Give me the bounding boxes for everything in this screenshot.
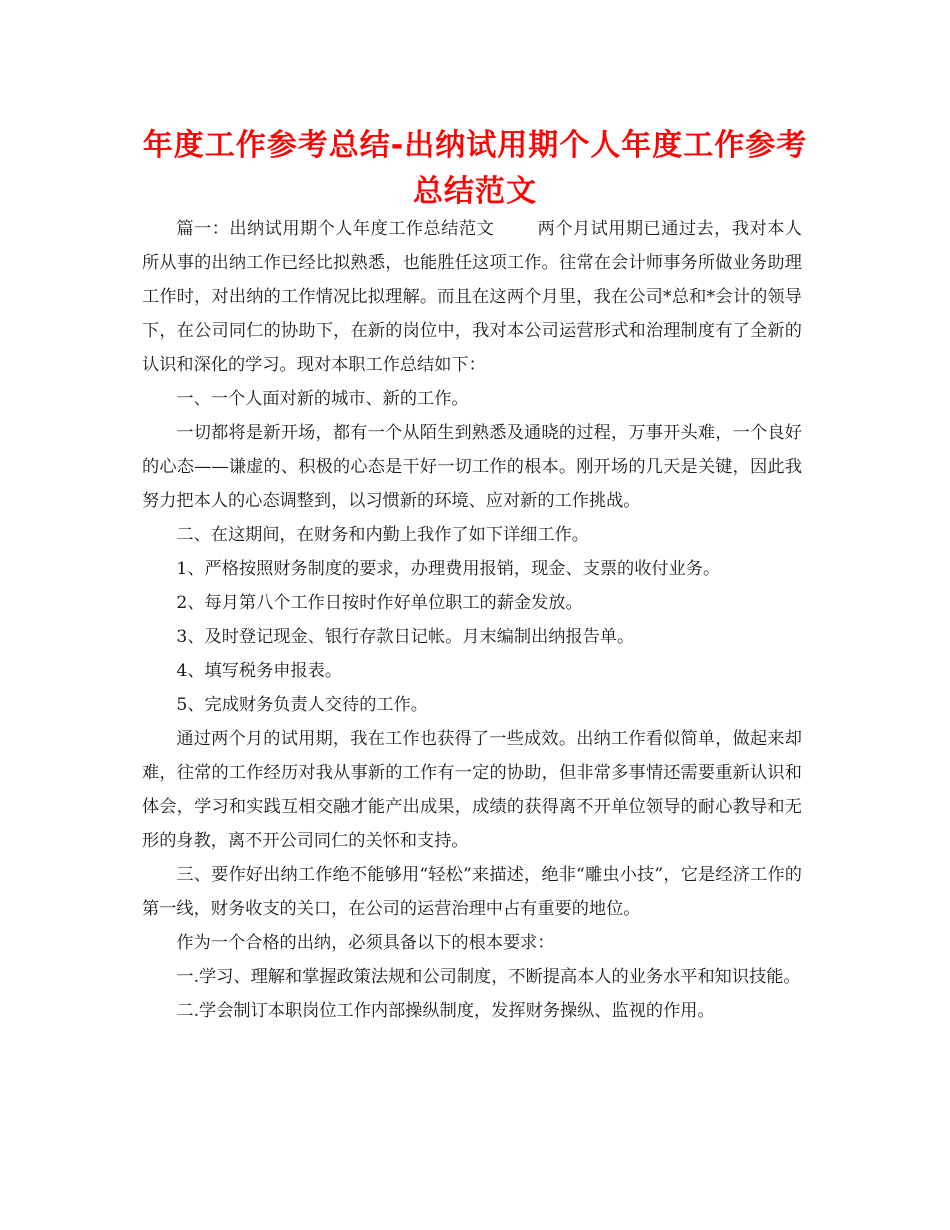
list-item: 4、填写税务申报表。: [176, 661, 343, 681]
list-item: 3、及时登记现金、银行存款日记帐。月末编制出纳报告单。: [176, 627, 635, 647]
paragraph-intro: [142, 212, 802, 382]
list-item: 一.学习、理解和掌握政策法规和公司制度，不断提高本人的业务水平和知识技能。: [176, 967, 801, 987]
document-body: [142, 212, 802, 1028]
section-heading-two: 二、在这期间，在财务和内勤上我作了如下详细工作。: [176, 525, 589, 545]
list-item: 1、严格按照财务制度的要求，办理费用报销，现金、支票的收付业务。: [176, 559, 721, 579]
list-item: 2、每月第八个工作日按时作好单位职工的薪金发放。: [176, 593, 583, 613]
paragraph: 一切都将是新开场，都有一个从陌生到熟悉及通晓的过程，万事开头难，一个良好的心态——谦虚的、积极的心态是干好一切工作的根本。刚开场的几天是关键，因此我努力把本人的心态调整到，以习惯新的环境、应对新的工作挑战。: [142, 423, 802, 511]
list-item: 二.学会制订本职岗位工作内部操纵制度，发挥财务操纵、监视的作用。: [176, 1001, 715, 1021]
section-heading-one: 一、一个人面对新的城市、新的工作。: [176, 389, 469, 409]
intro-lead: 篇一：出纳试用期个人年度工作总结范文: [176, 219, 495, 239]
list-item: 5、完成财务负责人交待的工作。: [176, 695, 428, 715]
intro-text: 两个月试用期已通过去，我对本人所从事的出纳工作已经比拟熟悉，也能胜任这项工作。往常在会计师事务所做业务助理工作时，对出纳的工作情况比拟理解。而且在这两个月里，我在公司*总和*会计的领导下，在公司同仁的协助下，在新的岗位中，我对本公司运营形式和治理制度有了全新的认识和深化的学习。现对本职工作总结如下：: [142, 219, 802, 375]
section-heading-three: 三、要作好出纳工作绝不能够用“轻松”来描述，绝非“雕虫小技”，它是经济工作的第一线，财务收支的关口，在公司的运营治理中占有重要的地位。: [142, 865, 802, 919]
document-title: 年度工作参考总结-出纳试用期个人年度工作参考总结范文: [142, 128, 808, 209]
paragraph: 通过两个月的试用期，我在工作也获得了一些成效。出纳工作看似简单，做起来却难，往常的工作经历对我从事新的工作有一定的协助，但非常多事情还需要重新认识和体会，学习和实践互相交融才能产出成果，成绩的获得离不开单位领导的耐心教导和无形的身教，离不开公司同仁的关怀和支持。: [142, 729, 802, 851]
paragraph: 作为一个合格的出纳，必须具备以下的根本要求：: [176, 933, 555, 953]
